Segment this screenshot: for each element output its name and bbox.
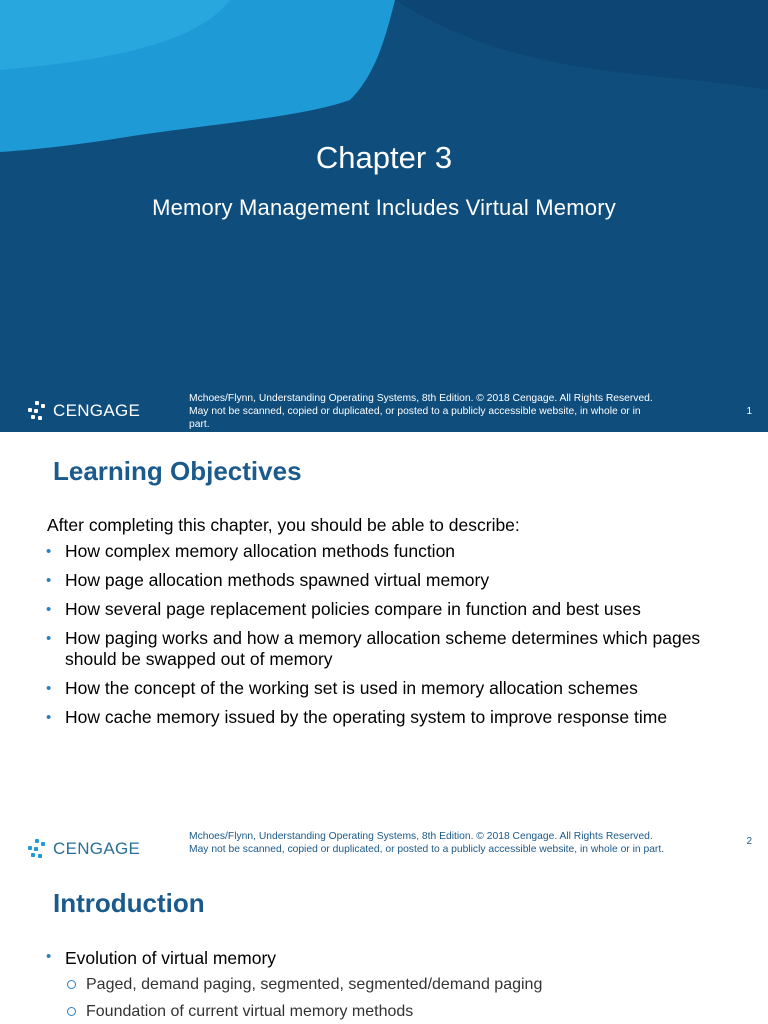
cengage-logo-text: CENGAGE bbox=[53, 839, 141, 858]
objectives-intro: After completing this chapter, you should be able to describe: bbox=[47, 515, 520, 535]
list-item: • Evolution of virtual memory bbox=[46, 948, 277, 968]
chapter-subtitle: Memory Management Includes Virtual Memory bbox=[152, 195, 616, 220]
copyright-line-1: Mchoes/Flynn, Understanding Operating Systems, 8th Edition. © 2018 Cengage. All Rights Reserved. bbox=[189, 831, 653, 842]
copyright-notice bbox=[189, 392, 719, 431]
cengage-mark-icon bbox=[26, 400, 48, 422]
copyright-line-2: May not be scanned, copied or duplicated, or posted to a publicly accessible website, in whole or in bbox=[189, 406, 641, 417]
sub-list-item: Paged, demand paging, segmented, segmented/demand paging bbox=[67, 976, 542, 994]
bullet-icon: • bbox=[46, 601, 52, 618]
copyright-notice bbox=[189, 830, 719, 856]
slide-heading: Learning Objectives bbox=[53, 456, 302, 486]
cengage-logo bbox=[26, 398, 140, 424]
learning-objectives-slide bbox=[0, 432, 768, 864]
cengage-logo bbox=[26, 836, 140, 862]
bullet-icon: • bbox=[46, 630, 52, 647]
page-number: 1 bbox=[746, 406, 752, 417]
sub-list-item: Foundation of current virtual memory methods bbox=[67, 1003, 413, 1021]
bullet-icon: • bbox=[46, 680, 52, 697]
slide-footer bbox=[0, 384, 768, 432]
bullet-icon: • bbox=[46, 948, 52, 965]
page-number: 2 bbox=[746, 836, 752, 847]
title-slide bbox=[0, 0, 768, 432]
list-item: • How several page replacement policies compare in function and best uses bbox=[46, 599, 641, 619]
copyright-line-2: May not be scanned, copied or duplicated, or posted to a publicly accessible website, in whole or in part. bbox=[189, 844, 665, 855]
cengage-mark-icon bbox=[26, 838, 48, 860]
list-item: • How paging works and how a memory allocation scheme determines which pages should be swapped out of memory bbox=[46, 628, 701, 669]
list-item: • How page allocation methods spawned virtual memory bbox=[46, 570, 490, 590]
copyright-line-3: part. bbox=[189, 419, 210, 430]
slide-heading: Introduction bbox=[53, 888, 205, 918]
chapter-title: Chapter 3 bbox=[315, 140, 453, 175]
list-item: • How complex memory allocation methods function bbox=[46, 541, 456, 561]
copyright-line-1: Mchoes/Flynn, Understanding Operating Systems, 8th Edition. © 2018 Cengage. All Rights Reserved. bbox=[189, 393, 653, 404]
cengage-logo-text: CENGAGE bbox=[53, 401, 141, 420]
slide-footer bbox=[0, 822, 768, 870]
introduction-slide bbox=[0, 864, 768, 1024]
bullet-icon: • bbox=[46, 543, 52, 560]
list-item: • How the concept of the working set is used in memory allocation schemes bbox=[46, 678, 638, 698]
bullet-icon: • bbox=[46, 572, 52, 589]
sub-bullet-icon bbox=[67, 980, 76, 989]
objectives-list bbox=[46, 541, 736, 736]
sub-bullet-icon bbox=[67, 1007, 76, 1016]
bullet-icon: • bbox=[46, 709, 52, 726]
list-item: • How cache memory issued by the operating system to improve response time bbox=[46, 707, 668, 727]
